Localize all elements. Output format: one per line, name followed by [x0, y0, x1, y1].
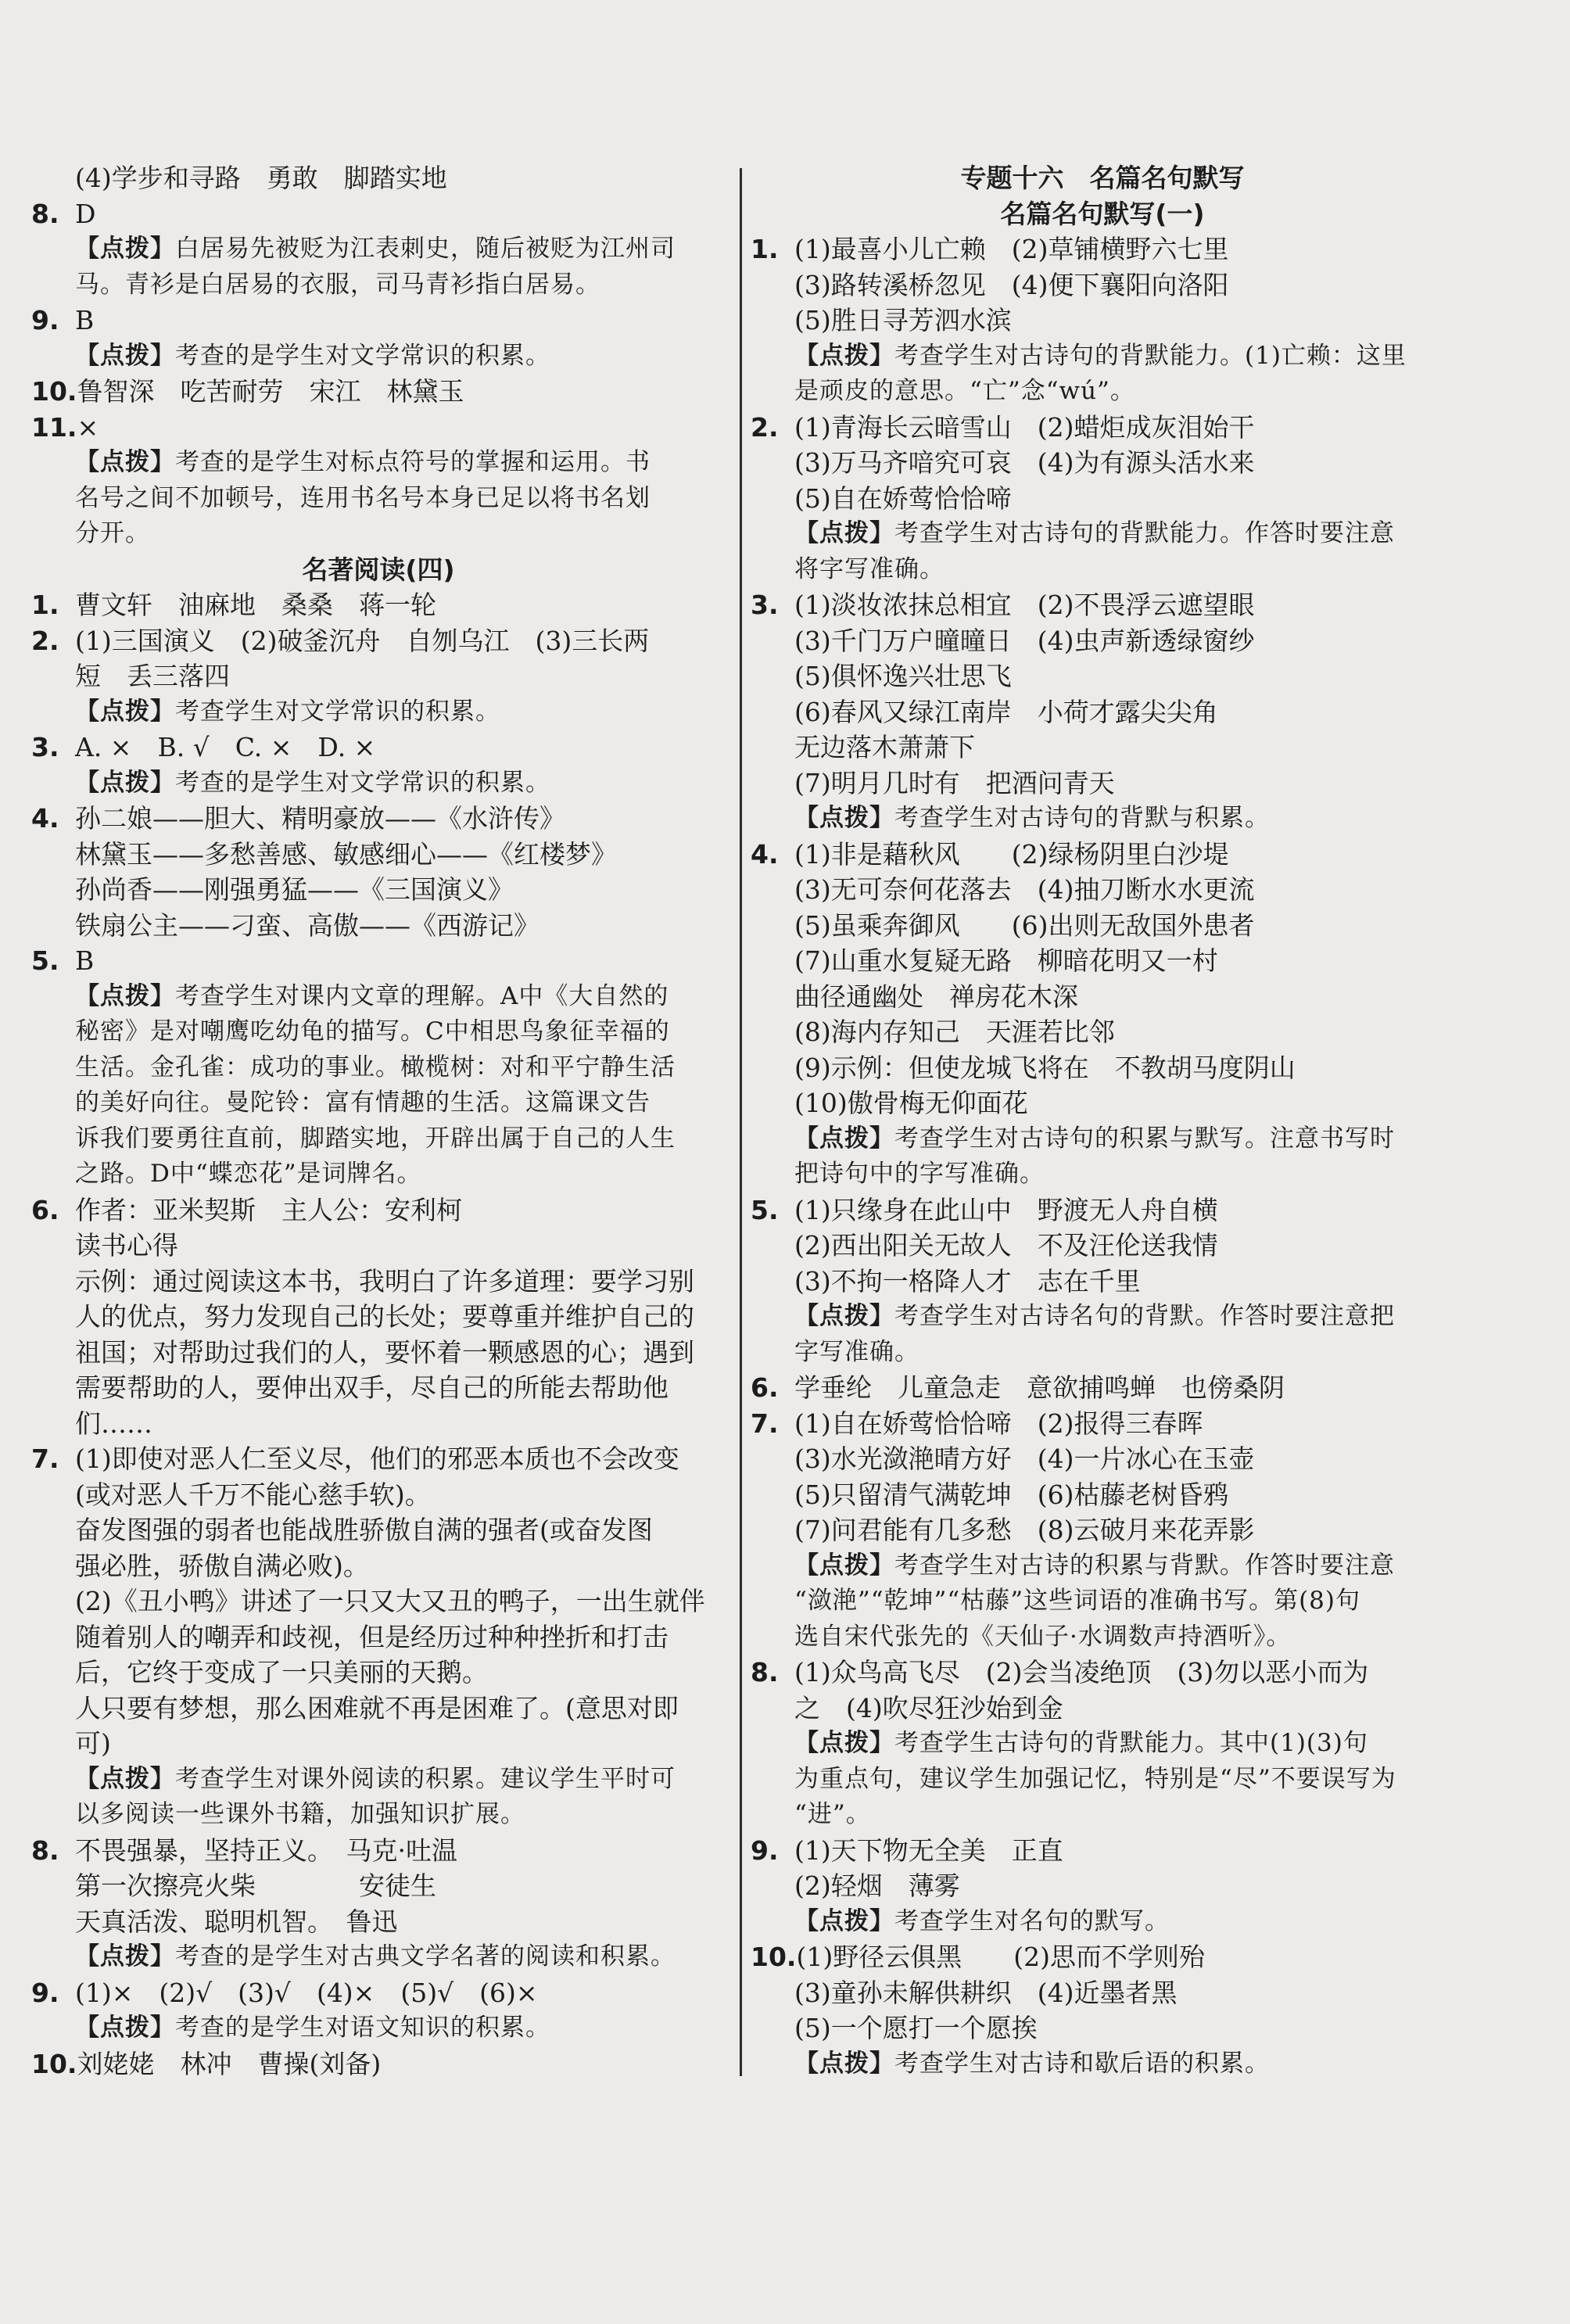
note-line — [31, 267, 726, 303]
answer-line — [31, 2046, 726, 2082]
question-number: 10. — [31, 2048, 77, 2079]
answer-line — [751, 623, 1454, 659]
answer-line — [751, 1691, 1454, 1727]
answer-line — [31, 1548, 726, 1584]
line-text: (1)青海长云暗雪山 (2)蜡炬成灰泪始干 — [794, 411, 1255, 443]
answer-line — [31, 1228, 726, 1264]
section-heading: 专题十六 名篇名句默写 — [960, 163, 1245, 193]
note-line — [31, 1157, 726, 1192]
line-text: 强必胜，骄傲自满必败)。 — [75, 1550, 369, 1581]
line-text: 考查学生对课内文章的理解。A中《大自然的 — [175, 981, 669, 1010]
answer-line — [751, 1370, 1454, 1406]
line-text: (1)最喜小儿亡赖 (2)草铺横野六七里 — [794, 234, 1229, 264]
note-line — [31, 516, 726, 552]
note-line — [751, 2046, 1454, 2082]
line-text: 读书心得 — [75, 1230, 178, 1261]
answer-line — [31, 730, 726, 766]
answer-line — [31, 160, 726, 196]
answer-line — [751, 1939, 1454, 1975]
answer-line — [751, 658, 1454, 694]
line-text: (1)天下物无全美 正直 — [794, 1834, 1063, 1866]
answer-line — [751, 730, 1454, 766]
line-text: 人的优点，努力发现自己的长处；要尊重并维护自己的 — [75, 1301, 694, 1332]
line-text: 无边落木萧萧下 — [794, 732, 975, 762]
answer-line — [751, 1050, 1454, 1086]
hint-label: 【点拨】 — [75, 981, 175, 1010]
question-number: 1. — [751, 234, 779, 264]
answer-line — [751, 1975, 1454, 2011]
answer-line — [751, 979, 1454, 1015]
answer-line — [31, 1619, 726, 1655]
line-text: 马。青衫是白居易的衣服，司马青衫指白居易。 — [75, 270, 600, 299]
answer-line — [31, 943, 726, 979]
answer-line — [751, 303, 1454, 339]
hint-label: 【点拨】 — [75, 768, 175, 797]
note-line — [751, 1583, 1454, 1619]
line-text: B — [75, 945, 95, 976]
note-line — [751, 1619, 1454, 1655]
line-text: 秘密》是对嘲鹰吃幼龟的描写。C中相思鸟象征幸福的 — [75, 1017, 670, 1045]
line-text: (1)自在娇莺恰恰啼 (2)报得三春晖 — [794, 1408, 1203, 1439]
line-text: 考查的是学生对古典文学名著的阅读和积累。 — [175, 1942, 676, 1971]
line-text: 曹文轩 油麻地 桑桑 蒋一轮 — [75, 590, 436, 620]
question-number: 1. — [31, 590, 59, 620]
line-text: (5)虽乘奔御风 (6)出则无敌国外患者 — [794, 909, 1255, 941]
question-number: 9. — [31, 305, 59, 335]
line-text: (5)只留清气满乾坤 (6)枯藤老树昏鸦 — [794, 1479, 1229, 1510]
line-text: 之 (4)吹尽狂沙始到金 — [794, 1692, 1063, 1723]
answer-line — [751, 587, 1454, 623]
answer-line — [751, 943, 1454, 979]
note-line — [31, 481, 726, 517]
answer-line — [31, 1833, 726, 1869]
line-text: 考查学生对文学常识的积累。 — [175, 697, 500, 726]
note-line — [751, 1726, 1454, 1762]
hint-label: 【点拨】 — [75, 697, 175, 726]
answer-line — [31, 1192, 726, 1228]
answer-line — [31, 1726, 726, 1762]
line-text: (1)非是藉秋风 (2)绿杨阴里白沙堤 — [794, 838, 1229, 870]
answer-line — [751, 1406, 1454, 1442]
line-text: × — [77, 411, 99, 443]
line-text: (8)海内存知己 天涯若比邻 — [794, 1017, 1115, 1047]
line-text: 人只要有梦想，那么困难就不再是困难了。(意思对即 — [75, 1692, 679, 1723]
question-number: 9. — [31, 1977, 59, 2008]
line-text: (5)一个愿打一个愿挨 — [794, 2013, 1038, 2043]
note-line — [751, 1762, 1454, 1798]
note-line — [31, 339, 726, 375]
note-line — [31, 1762, 726, 1798]
hint-label: 【点拨】 — [794, 341, 894, 370]
line-text: (4)学步和寻路 勇敢 脚踏实地 — [75, 163, 447, 193]
line-text: 把诗句中的字写准确。 — [794, 1160, 1045, 1188]
line-text: 可) — [75, 1728, 111, 1759]
answer-line — [31, 623, 726, 659]
line-text: 字写准确。 — [794, 1337, 919, 1366]
answer-line — [751, 1014, 1454, 1050]
left-column — [31, 160, 726, 2082]
note-line — [751, 801, 1454, 837]
line-text: (7)明月几时有 把酒问青天 — [794, 767, 1115, 798]
answer-line — [31, 303, 726, 339]
note-line — [31, 1939, 726, 1975]
note-line — [31, 231, 726, 267]
right-column — [751, 160, 1454, 2082]
line-text: (3)路转溪桥忽见 (4)便下襄阳向洛阳 — [794, 269, 1229, 300]
line-text: 奋发图强的弱者也能战胜骄傲自满的强者(或奋发图 — [75, 1515, 653, 1545]
line-text: 短 丢三落四 — [75, 661, 230, 691]
answer-line — [751, 445, 1454, 481]
line-text: (10)傲骨梅无仰面花 — [794, 1088, 1028, 1118]
question-number: 6. — [751, 1372, 779, 1403]
question-number: 7. — [31, 1444, 59, 1474]
note-line — [751, 339, 1454, 375]
line-text: 将字写准确。 — [794, 554, 945, 583]
line-text: 考查的是学生对文学常识的积累。 — [175, 341, 550, 370]
answer-line — [751, 1868, 1454, 1904]
answer-line — [751, 694, 1454, 730]
line-text: (7)问君能有几多愁 (8)云破月来花弄影 — [794, 1515, 1255, 1545]
question-number: 8. — [751, 1657, 779, 1687]
line-text: (2)西出阳关无故人 不及汪伦送我情 — [794, 1230, 1218, 1261]
note-line — [751, 374, 1454, 410]
note-line — [751, 1299, 1454, 1335]
line-text: (1)众鸟高飞尽 (2)会当凌绝顶 (3)勿以恶小而为 — [794, 1657, 1369, 1687]
line-text: (9)示例：但使龙城飞将在 不教胡马度阴山 — [794, 1052, 1296, 1083]
answer-line — [751, 1833, 1454, 1869]
line-text: 名号之间不加顿号，连用书名号本身已足以将书名划 — [75, 483, 651, 512]
line-text: 林黛玉——多愁善感、敏感细心——《红楼梦》 — [75, 838, 617, 870]
answer-line — [751, 872, 1454, 908]
line-text: 考查的是学生对语文知识的积累。 — [175, 2014, 550, 2042]
line-text: A. × B. √ C. × D. × — [75, 732, 376, 762]
answer-line — [31, 801, 726, 837]
line-text: 们…… — [75, 1408, 152, 1439]
note-line — [31, 1121, 726, 1157]
line-text: 是顽皮的意思。“亡”念“wú”。 — [794, 377, 1135, 405]
line-text: 示例：通过阅读这本书，我明白了许多道理：要学习别 — [75, 1265, 694, 1296]
note-line — [751, 1335, 1454, 1371]
line-text: (6)春风又绿江南岸 小荷才露尖尖角 — [794, 696, 1218, 727]
answer-line — [31, 1299, 726, 1335]
answer-line — [751, 1512, 1454, 1548]
line-text: B — [75, 305, 95, 335]
hint-label: 【点拨】 — [794, 1906, 894, 1935]
note-line — [31, 1797, 726, 1833]
answer-line — [31, 872, 726, 908]
line-text: (2)《丑小鸭》讲述了一只又大又丑的鸭子，一出生就伴 — [75, 1586, 705, 1616]
hint-label: 【点拨】 — [75, 235, 175, 263]
line-text: 铁扇公主——刁蛮、高傲——《西游记》 — [75, 909, 539, 941]
line-text: (1)只缘身在此山中 野渡无人舟自横 — [794, 1194, 1218, 1225]
line-text: D — [75, 198, 96, 229]
answer-line — [751, 1441, 1454, 1477]
line-text: “潋滟”“乾坤”“枯藤”这些词语的准确书写。第(8)句 — [794, 1587, 1360, 1615]
answer-line — [31, 908, 726, 944]
question-number: 3. — [31, 732, 59, 762]
line-text: 孙二娘——胆大、精明豪放——《水浒传》 — [75, 803, 565, 834]
answer-line — [31, 1406, 726, 1442]
note-line — [31, 1085, 726, 1121]
line-text: 鲁智深 吃苦耐劳 宋江 林黛玉 — [77, 376, 464, 407]
answer-line — [31, 1335, 726, 1371]
column-divider — [740, 168, 742, 2076]
line-text: (3)万马齐喑究可哀 (4)为有源头活水来 — [794, 447, 1255, 478]
line-text: 考查学生对古诗的积累与背默。作答时要注意 — [894, 1551, 1395, 1580]
hint-label: 【点拨】 — [75, 1942, 175, 1971]
note-line — [751, 1157, 1454, 1192]
line-text: “进”。 — [794, 1800, 871, 1828]
hint-label: 【点拨】 — [794, 1302, 894, 1330]
line-text: (5)俱怀逸兴壮思飞 — [794, 661, 1012, 691]
line-text: 考查的是学生对文学常识的积累。 — [175, 768, 550, 797]
line-text: (或对恶人千万不能心慈手软)。 — [75, 1479, 431, 1510]
line-text: 考查学生对古诗句的背默能力。(1)亡赖：这里 — [894, 341, 1407, 370]
hint-label: 【点拨】 — [794, 519, 894, 547]
answer-line — [31, 1975, 726, 2011]
line-text: 考查学生对古诗句的积累与默写。注意书写时 — [894, 1124, 1395, 1153]
note-line — [31, 445, 726, 481]
line-text: (3)水光潋滟晴方好 (4)一片冰心在玉壶 — [794, 1444, 1255, 1474]
question-number: 5. — [31, 945, 59, 976]
answer-line — [751, 410, 1454, 446]
answer-line — [751, 231, 1454, 267]
note-line — [751, 552, 1454, 588]
line-text: (5)胜日寻芳泗水滨 — [794, 305, 1012, 335]
note-line — [31, 1050, 726, 1086]
question-number: 8. — [31, 1834, 59, 1866]
line-text: 曲径通幽处 禅房花木深 — [794, 981, 1078, 1012]
line-text: (1)× (2)√ (3)√ (4)× (5)√ (6)× — [75, 1977, 538, 2008]
question-number: 2. — [751, 411, 779, 443]
line-text: 作者：亚米契斯 主人公：安利柯 — [75, 1194, 462, 1225]
line-text: 分开。 — [75, 519, 150, 547]
line-text: 需要帮助的人，要伸出双手，尽自己的所能去帮助他 — [75, 1372, 669, 1403]
answer-line — [31, 1583, 726, 1619]
answer-line — [751, 267, 1454, 303]
line-text: 考查学生对古诗句的背默能力。作答时要注意 — [894, 519, 1395, 547]
line-text: 考查学生对古诗句的背默与积累。 — [894, 804, 1270, 832]
section-heading: 名篇名句默写(一) — [1000, 198, 1205, 229]
note-line — [751, 516, 1454, 552]
line-text: (7)山重水复疑无路 柳暗花明又一村 — [794, 945, 1218, 976]
line-text: 考查学生对名句的默写。 — [894, 1906, 1170, 1935]
note-line — [31, 2010, 726, 2046]
hint-label: 【点拨】 — [75, 341, 175, 370]
line-text: 不畏强暴，坚持正义。 马克·吐温 — [75, 1834, 457, 1866]
section-heading: 名著阅读(四) — [302, 554, 455, 585]
answer-line — [31, 1264, 726, 1300]
answer-line — [751, 908, 1454, 944]
line-text: 天真活泼、聪明机智。 鲁迅 — [75, 1906, 398, 1937]
hint-label: 【点拨】 — [794, 2049, 894, 2078]
line-text: 后，它终于变成了一只美丽的天鹅。 — [75, 1657, 488, 1687]
question-number: 10. — [751, 1942, 797, 1972]
line-text: 第一次擦亮火柴 安徒生 — [75, 1870, 436, 1901]
hint-label: 【点拨】 — [75, 2014, 175, 2042]
note-line — [751, 1797, 1454, 1833]
answer-line — [751, 2010, 1454, 2046]
answer-line — [751, 1655, 1454, 1691]
question-number: 10. — [31, 376, 77, 407]
answer-line — [31, 1512, 726, 1548]
answer-line — [751, 1192, 1454, 1228]
answer-line — [31, 410, 726, 446]
answer-line — [31, 1441, 726, 1477]
line-text: 考查学生对古诗和歇后语的积累。 — [894, 2049, 1270, 2078]
line-text: 白居易先被贬为江表刺史，随后被贬为江州司 — [175, 235, 676, 263]
line-text: 刘姥姥 林冲 曹操(刘备) — [77, 2048, 382, 2079]
hint-label: 【点拨】 — [794, 1729, 894, 1757]
answer-line — [31, 1868, 726, 1904]
line-text: (3)无可奈何花落去 (4)抽刀断水水更流 — [794, 874, 1255, 905]
line-text: (2)轻烟 薄雾 — [794, 1870, 960, 1901]
answer-line — [751, 1085, 1454, 1121]
answer-line — [31, 837, 726, 873]
question-number: 3. — [751, 590, 779, 620]
note-line — [31, 694, 726, 730]
line-text: 学垂纶 儿童急走 意欲捕鸣蝉 也傍桑阴 — [794, 1372, 1285, 1403]
note-line — [751, 1904, 1454, 1940]
hint-label: 【点拨】 — [75, 448, 175, 476]
answer-line — [751, 1264, 1454, 1300]
note-line — [31, 1014, 726, 1050]
answer-line — [31, 1477, 726, 1513]
note-line — [751, 1121, 1454, 1157]
answer-line — [31, 1370, 726, 1406]
line-text: 为重点句，建议学生加强记忆，特别是“尽”不要误写为 — [794, 1764, 1396, 1793]
note-line — [751, 1548, 1454, 1584]
hint-label: 【点拨】 — [75, 1764, 175, 1793]
question-number: 2. — [31, 625, 59, 656]
answer-line — [751, 1477, 1454, 1513]
question-number: 5. — [751, 1194, 779, 1225]
question-number: 6. — [31, 1194, 59, 1225]
line-text: 以多阅读一些课外书籍，加强知识扩展。 — [75, 1800, 525, 1828]
line-text: (1)三国演义 (2)破釜沉舟 自刎乌江 (3)三长两 — [75, 625, 650, 656]
line-text: (1)淡妆浓抹总相宜 (2)不畏浮云遮望眼 — [794, 590, 1255, 620]
line-text: 考查学生古诗句的背默能力。其中(1)(3)句 — [894, 1729, 1368, 1757]
line-text: 随着别人的嘲弄和歧视，但是经历过种种挫折和打击 — [75, 1621, 669, 1652]
question-number: 4. — [751, 838, 779, 870]
answer-line — [31, 374, 726, 410]
line-text: (1)野径云俱黑 (2)思而不学则殆 — [796, 1942, 1205, 1972]
hint-label: 【点拨】 — [794, 1551, 894, 1580]
answer-line — [751, 766, 1454, 802]
answer-line — [751, 481, 1454, 517]
line-text: (5)自在娇莺恰恰啼 — [794, 482, 1012, 514]
hint-label: 【点拨】 — [794, 804, 894, 832]
answer-line — [31, 1904, 726, 1940]
answer-line — [751, 837, 1454, 873]
answer-line — [31, 196, 726, 232]
question-number: 7. — [751, 1408, 779, 1439]
answer-line — [31, 1691, 726, 1727]
line-text: 祖国；对帮助过我们的人，要怀着一颗感恩的心；遇到 — [75, 1336, 694, 1368]
line-text: (3)千门万户曈曈日 (4)虫声新透绿窗纱 — [794, 625, 1255, 656]
line-text: 的美好向往。曼陀铃：富有情趣的生活。这篇课文告 — [75, 1088, 651, 1117]
line-text: 之路。D中“蝶恋花”是词牌名。 — [75, 1160, 422, 1188]
line-text: 孙尚香——刚强勇猛——《三国演义》 — [75, 874, 514, 905]
answer-line — [751, 1228, 1454, 1264]
line-text: 考查学生对古诗名句的背默。作答时要注意把 — [894, 1302, 1395, 1330]
answer-line — [31, 587, 726, 623]
answer-line — [31, 658, 726, 694]
line-text: (1)即使对恶人仁至义尽，他们的邪恶本质也不会改变 — [75, 1444, 679, 1474]
question-number: 9. — [751, 1834, 779, 1866]
hint-label: 【点拨】 — [794, 1124, 894, 1153]
line-text: (3)不拘一格降人才 志在千里 — [794, 1265, 1141, 1296]
line-text: 生活。金孔雀：成功的事业。橄榄树：对和平宁静生活 — [75, 1053, 676, 1081]
note-line — [31, 979, 726, 1015]
line-text: (3)童孙未解供耕织 (4)近墨者黑 — [794, 1977, 1178, 2008]
question-number: 4. — [31, 803, 59, 834]
line-text: 考查学生对课外阅读的积累。建议学生平时可 — [175, 1764, 676, 1793]
question-number: 11. — [31, 411, 77, 443]
line-text: 选自宋代张先的《天仙子·水调数声持酒听》。 — [794, 1622, 1292, 1651]
note-line — [31, 766, 726, 802]
answer-line — [31, 1655, 726, 1691]
line-text: 诉我们要勇往直前，脚踏实地，开辟出属于自己的人生 — [75, 1124, 676, 1153]
line-text: 考查的是学生对标点符号的掌握和运用。书 — [175, 448, 651, 476]
question-number: 8. — [31, 198, 59, 229]
